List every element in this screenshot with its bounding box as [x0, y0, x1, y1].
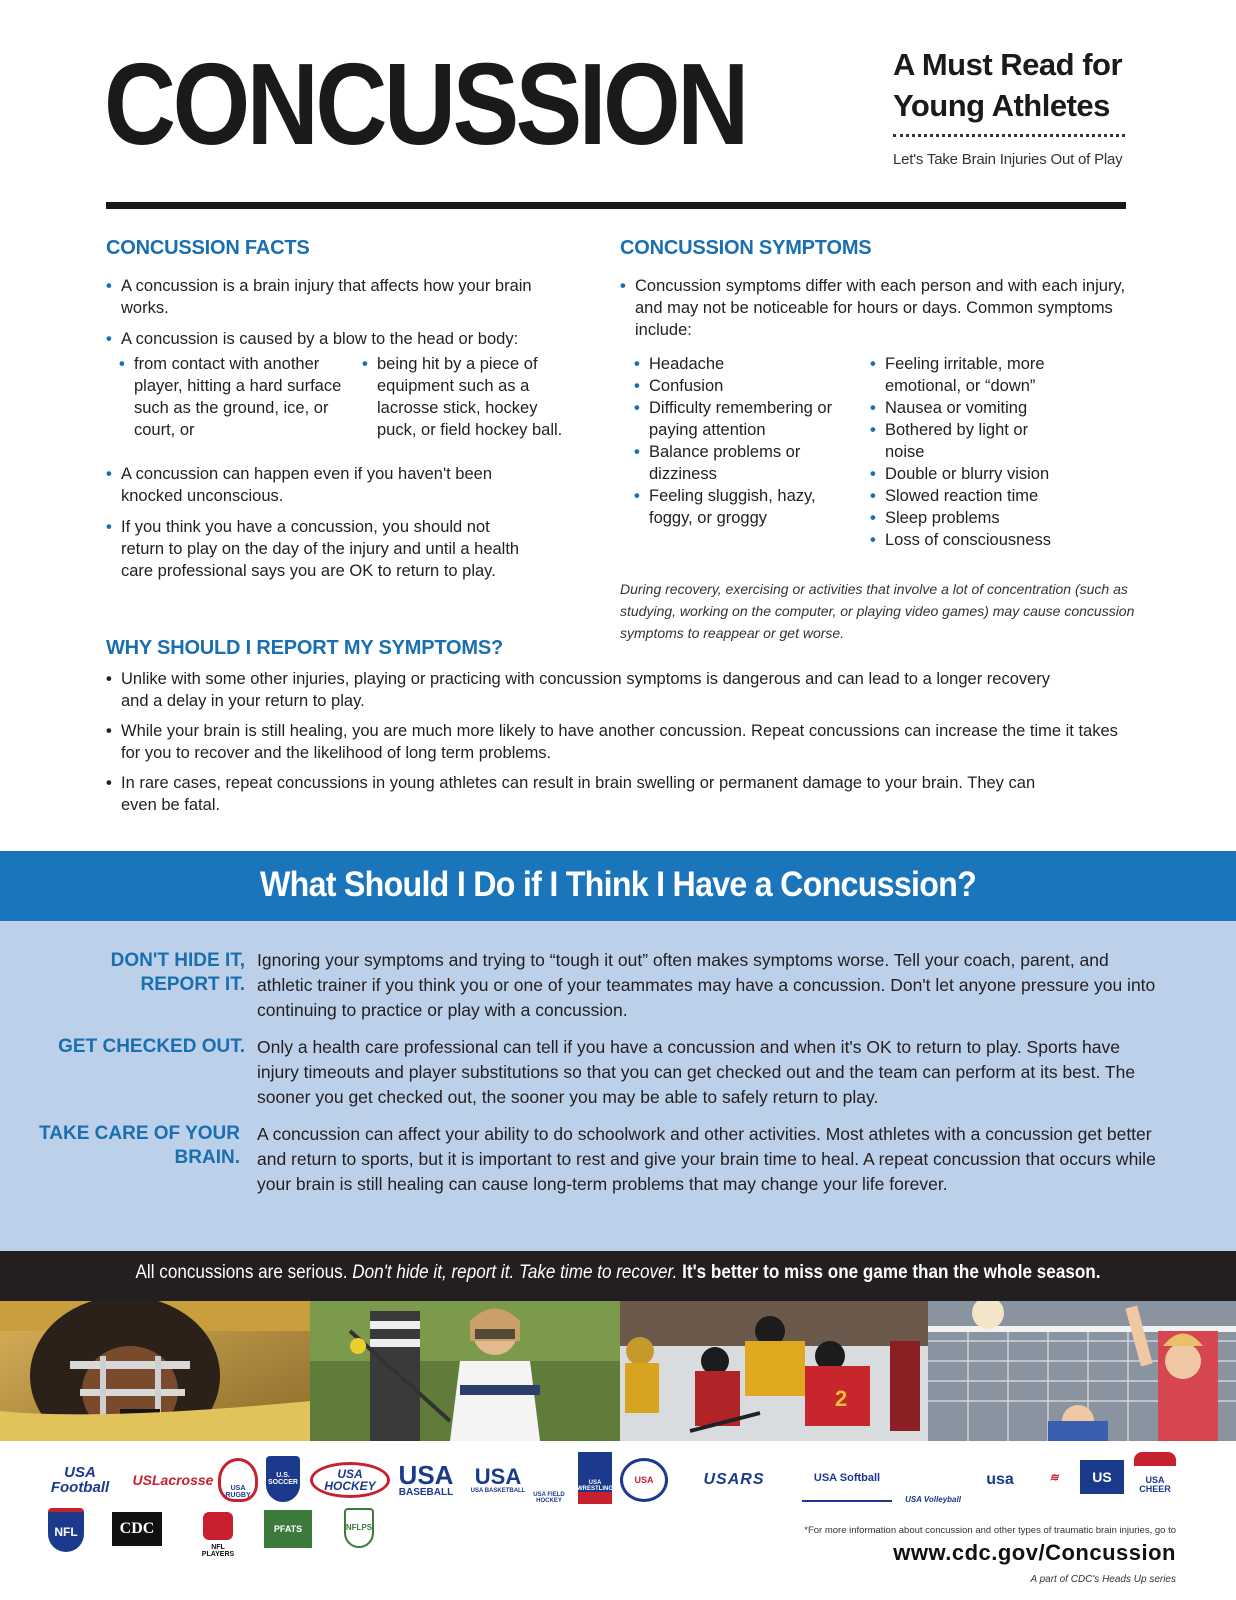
nfl-players-logo [196, 1508, 240, 1558]
page-title: CONCUSSION [104, 39, 746, 169]
nfl-players-shield-icon [203, 1512, 233, 1540]
usa-swimming-logo: usa [986, 1471, 1014, 1488]
us-speedskating-logo: USARS [703, 1471, 765, 1488]
usa-rugby-logo: USA RUGBY [218, 1458, 258, 1502]
footer-series: A part of CDC's Heads Up series [1030, 1574, 1176, 1585]
usa-volleyball-logo: USA Volleyball [905, 1495, 961, 1504]
list-item: • Loss of consciousness [870, 529, 1120, 551]
photo-lacrosse-player [310, 1301, 620, 1441]
list-item: • Feeling irritable, more emotional, or “down” [870, 353, 1070, 397]
strip-part-1: All concussions are serious. [135, 1262, 348, 1283]
symptoms-note: During recovery, exercising or activities that involve a lot of concentration (such as studying, working on the computer, or playing video games) may cause concussion symptoms to reappear or get worse. [620, 581, 1135, 641]
nfl-logo: NFL [48, 1508, 84, 1552]
usa-football-logo: USA Football [50, 1464, 110, 1496]
subtagline: Let's Take Brain Injuries Out of Play [893, 151, 1123, 168]
advice-label-checked: GET CHECKED OUT. [58, 1036, 245, 1057]
symptoms-heading: CONCUSSION SYMPTOMS [620, 237, 872, 259]
us-lacrosse-logo: USLacrosse [132, 1472, 214, 1488]
symptoms-list-b [870, 353, 1120, 551]
usa-softball-logo: USA Softball [802, 1456, 892, 1502]
list-item: • Unlike with some other injuries, playing or practicing with concussion symptoms is dangerous and can lead to a longer recovery and a delay in your return to play. [106, 668, 1081, 712]
usa-field-hockey-logo: USA FIELD HOCKEY [533, 1492, 565, 1504]
list-item: • Concussion symptoms differ with each person and with each injury, and may not be noticeable for hours or days. Common symptoms include: [620, 275, 1130, 341]
facts-list [106, 275, 546, 358]
report-list [106, 668, 1136, 824]
list-item: • In rare cases, repeat concussions in young athletes can result in brain swelling or permanent damage to your brain. They can even be fatal. [106, 772, 1051, 816]
svg-text:2: 2 [835, 1386, 848, 1411]
usa-baseball-label: BASEBALL [398, 1487, 454, 1498]
usa-wrestling-logo: USA WRESTLING [578, 1452, 612, 1504]
list-item: • Nausea or vomiting [870, 397, 1120, 419]
list-item: • Balance problems or dizziness [634, 441, 804, 485]
list-item: • being hit by a piece of equipment such as a lacrosse stick, hockey puck, or field hockey ball. [362, 353, 567, 441]
advice-text-brain: A concussion can affect your ability to do schoolwork and other activities. Most athletes with a concussion get better and return to sports, but it is important to rest and give your brain time to heal. A repeat concussion that occurs while your brain is still healing can cause long-term problems that may change your life forever. [257, 1124, 1156, 1194]
advice-text-checked: Only a health care professional can tell if you have a concussion and when it's OK to return to play. Sports have injury timeouts and player substitutions so that you can get checked out and the team can perform at its best. The sooner you get checked out, the sooner you may be able to safely return to play. [257, 1037, 1136, 1107]
list-item: • Feeling sluggish, hazy, foggy, or groggy [634, 485, 834, 529]
us-flag-icon: ≋ [1049, 1471, 1059, 1484]
list-item: • Bothered by light or noise [870, 419, 1030, 463]
list-item: • A concussion is a brain injury that affects how your brain works. [106, 275, 546, 319]
list-item: • from contact with another player, hitting a hard surface such as the ground, ice, or court, or [119, 353, 349, 441]
advice-label-brain: TAKE CARE OF YOUR BRAIN. [39, 1123, 240, 1168]
usa-baseball-logo: USA BASEBALL [398, 1460, 454, 1498]
list-item: • Confusion [634, 375, 859, 397]
list-item: • Headache [634, 353, 859, 375]
symptoms-intro-list [620, 275, 1130, 349]
usa-cheer-logo: USA CHEER [1134, 1452, 1176, 1504]
cdc-logo: CDC [112, 1512, 162, 1546]
list-item: • Double or blurry vision [870, 463, 1120, 485]
advice-label-report: DON'T HIDE IT, REPORT IT. [110, 950, 245, 995]
photo-volleyball-players [928, 1301, 1236, 1441]
footer-note: *For more information about concussion and other types of traumatic brain injuries, go to [804, 1525, 1176, 1536]
list-item: • Slowed reaction time [870, 485, 1120, 507]
pfats-logo: PFATS [264, 1510, 312, 1548]
message-strip-text [62, 1262, 1174, 1284]
usa-basketball-logo: USA USA BASKETBALL [470, 1464, 526, 1494]
symptoms-list-a [634, 353, 859, 529]
list-item: • If you think you have a concussion, you should not return to play on the day of the injury and until a health care professional says you are OK to return to play. [106, 516, 526, 582]
list-item: • Difficulty remembering or paying attention [634, 397, 859, 441]
tagline: A Must Read for Young Athletes [893, 47, 1123, 123]
nflps-logo: NFLPS [344, 1508, 374, 1548]
photo-football-player [0, 1301, 310, 1441]
usa-hockey-logo: USA HOCKEY [310, 1462, 390, 1498]
usa-cycling-logo: USA [620, 1458, 668, 1502]
advice-heading: What Should I Do if I Think I Have a Concussion? [259, 865, 977, 904]
us-soccer-logo: U.S. SOCCER [266, 1456, 300, 1502]
footer-url[interactable]: www.cdc.gov/Concussion [893, 1540, 1176, 1565]
us-skiing-logo: US [1080, 1460, 1124, 1494]
report-heading: WHY SHOULD I REPORT MY SYMPTOMS? [106, 637, 503, 659]
facts-sublist-a [119, 353, 359, 441]
advice-text-report: Ignoring your symptoms and trying to “tough it out” often makes symptoms worse. Tell your coach, parent, and athletic trainer if you think you or one of your teammates may have a concussion. Don't let anyone pressure you into continuing to practice or play with a concussion. [257, 950, 1156, 1020]
list-item: • A concussion can happen even if you haven't been knocked unconscious. [106, 463, 546, 507]
list-item: • Sleep problems [870, 507, 1120, 529]
strip-part-3: It's better to miss one game than the whole season. [682, 1262, 1101, 1283]
header-rule [106, 202, 1126, 209]
usa-basketball-label: USA BASKETBALL [470, 1488, 526, 1494]
nfl-players-label: NFL PLAYERS [201, 1544, 235, 1558]
facts-heading: CONCUSSION FACTS [106, 237, 310, 259]
list-item: • While your brain is still healing, you are much more likely to have another concussion. Repeat concussions can increase the time it takes for you to recover and the likelihood of long term problems. [106, 720, 1136, 764]
strip-part-2: Don't hide it, report it. Take time to recover. [352, 1262, 678, 1283]
facts-list-2 [106, 463, 546, 590]
dotted-divider [893, 134, 1125, 137]
facts-sublist-b [362, 353, 602, 441]
photo-hockey-players [620, 1301, 928, 1441]
list-item: • A concussion is caused by a blow to the head or body: [106, 328, 546, 350]
